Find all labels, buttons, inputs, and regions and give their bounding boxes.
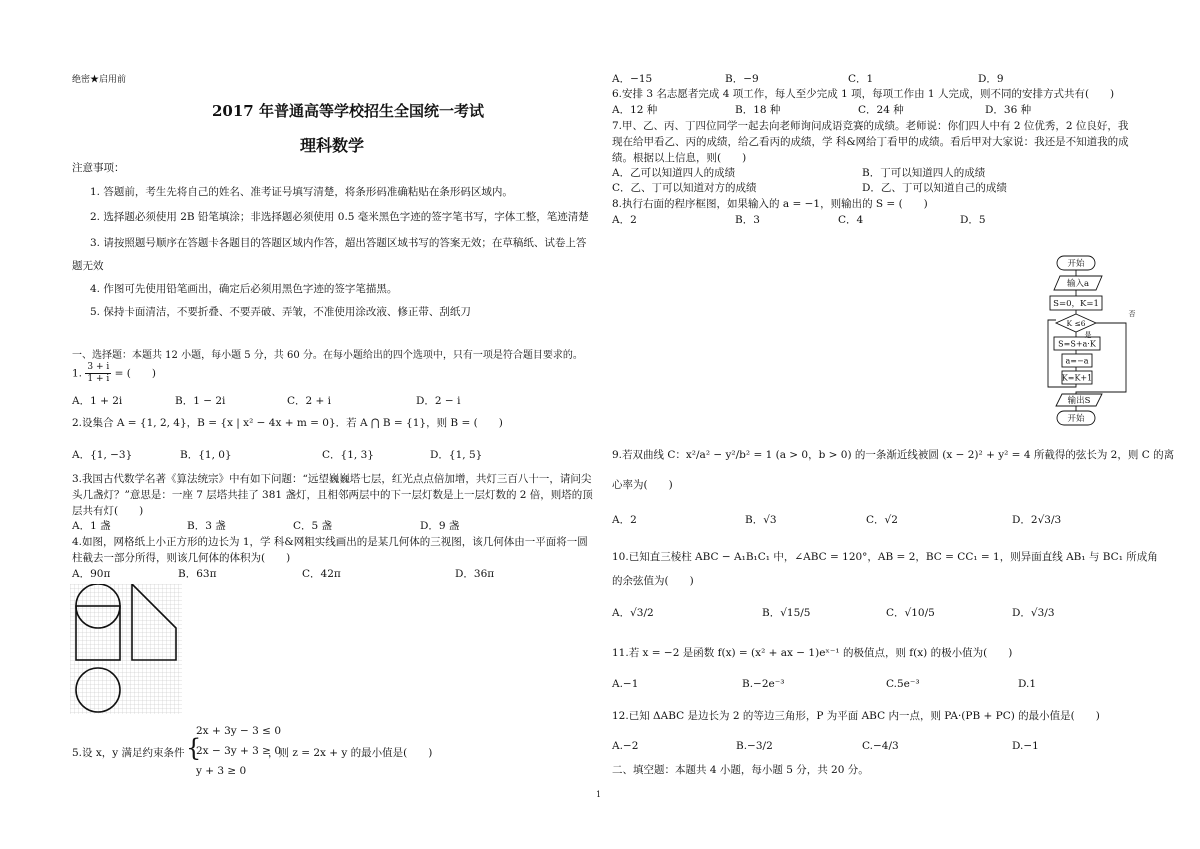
question-3-line-3: 层共有灯( ): [72, 505, 144, 517]
q4-option-b: B．63π: [178, 568, 217, 580]
note-5: 5. 保持卡面清洁，不要折叠、不要弄破、弄皱，不准使用涂改液、修正带、刮纸刀: [90, 306, 471, 318]
q3-option-c: C．5 盏: [293, 520, 333, 532]
question-6: 6.安排 3 名志愿者完成 4 项工作，每人至少完成 1 项，每项工作由 1 人完成，则不同的安排方式共有( ): [612, 88, 1115, 100]
q12-option-d: D.−1: [1012, 740, 1039, 752]
q3-option-a: A．1 盏: [72, 520, 111, 532]
svg-text:K ≤6: K ≤6: [1066, 319, 1086, 328]
q12-option-c: C.−4/3: [862, 740, 899, 752]
question-7-line-3: 绩。根据以上信息，则( ): [612, 152, 747, 164]
question-2: 2.设集合 A = {1, 2, 4}，B = {x | x² − 4x + m = 0}．若 A ⋂ B = {1}，则 B = ( ): [72, 417, 503, 429]
notes-heading: 注意事项：: [72, 162, 125, 174]
section-fill-heading: 二、填空题：本题共 4 小题，每小题 5 分，共 20 分。: [612, 764, 869, 776]
question-1: [72, 362, 156, 385]
q9-option-c: C．√2: [866, 514, 898, 526]
question-10: 10.已知直三棱柱 ABC − A₁B₁C₁ 中，∠ABC = 120°，AB = 2，BC = CC₁ = 1，则异面直线 AB₁ 与 BC₁ 所成角: [612, 551, 1158, 563]
question-10-line-2: 的余弦值为( ): [612, 575, 694, 587]
page-number: 1: [596, 790, 602, 799]
q5-option-b: B．−9: [725, 73, 759, 85]
q5-option-c: C．1: [848, 73, 874, 85]
q1-number: 1.: [72, 367, 83, 380]
q6-option-d: D．36 种: [985, 104, 1032, 116]
q9-option-d: D．2√3/3: [1012, 514, 1062, 526]
q6-option-a: A．12 种: [612, 104, 658, 116]
q1-option-b: B．1 − 2i: [175, 395, 226, 407]
note-2: 2. 选择题必须使用 2B 铅笔填涂；非选择题必须使用 0.5 毫米黑色字迹的签字笔书写，字体工整，笔迹清楚: [90, 211, 589, 223]
svg-text:S=S+a·K: S=S+a·K: [1058, 339, 1096, 349]
svg-text:开始: 开始: [1067, 259, 1085, 269]
question-5-suffix: ，则 z = 2x + y 的最小值是( ): [268, 747, 433, 759]
q8-option-d: D．5: [960, 214, 986, 226]
question-12: 12.已知 ΔABC 是边长为 2 的等边三角形，P 为平面 ABC 内一点，则 PA·(PB + PC) 的最小值是( ): [612, 710, 1100, 722]
q5-option-a: A．−15: [612, 73, 653, 85]
q5-condition-1: 2x + 3y − 3 ≤ 0: [196, 725, 281, 737]
q9-option-b: B．√3: [745, 514, 777, 526]
q1-fraction: $\frac{3 + i}{1 + i}$: [87, 362, 110, 384]
q11-option-c: C.5e⁻³: [886, 678, 920, 690]
note-1: 1. 答题前，考生先将自己的姓名、准考证号填写清楚，将条形码准确粘贴在条形码区域内。: [90, 186, 513, 198]
flowchart: [1040, 254, 1140, 426]
q3-option-d: D．9 盏: [420, 520, 460, 532]
q1-option-d: D．2 − i: [416, 395, 461, 407]
svg-text:是: 是: [1084, 331, 1092, 339]
q12-option-a: A.−2: [612, 740, 639, 752]
q11-option-a: A.−1: [612, 678, 639, 690]
q7-option-d: D．乙、丁可以知道自己的成绩: [862, 182, 1007, 194]
q11-option-d: D.1: [1018, 678, 1037, 690]
brace-icon: {: [186, 734, 202, 762]
q10-option-d: D．√3/3: [1012, 607, 1055, 619]
q8-option-c: C．4: [838, 214, 864, 226]
q10-option-c: C．√10/5: [886, 607, 935, 619]
note-4: 4. 作图可先使用铅笔画出，确定后必须用黑色字迹的签字笔描黑。: [90, 283, 398, 295]
question-3-line-1: 3.我国古代数学名著《算法统宗》中有如下问题：“远望巍巍塔七层，红光点点倍加增，共灯三百八十一，请问尖: [72, 473, 592, 485]
q3-option-b: B．3 盏: [187, 520, 226, 532]
q1-suffix: = ( ): [114, 367, 156, 380]
q2-option-b: B．{1, 0}: [180, 449, 232, 461]
q5-option-d: D．9: [978, 73, 1004, 85]
q7-option-b: B．丁可以知道四人的成绩: [862, 167, 986, 179]
svg-text:输入a: 输入a: [1066, 279, 1090, 289]
q10-option-b: B．√15/5: [762, 607, 811, 619]
exam-subtitle: 理科数学: [300, 136, 365, 155]
svg-text:开始: 开始: [1067, 414, 1085, 424]
q6-option-c: C．24 种: [858, 104, 904, 116]
q9-option-a: A．2: [612, 514, 637, 526]
question-5-prefix: 5.设 x，y 满足约束条件: [72, 747, 185, 759]
note-3-cont: 题无效: [72, 260, 104, 272]
question-11: 11.若 x = −2 是函数 f(x) = (x² + ax − 1)eˣ⁻¹ 的极值点，则 f(x) 的极小值为( ): [612, 647, 1013, 659]
q11-option-b: B.−2e⁻³: [742, 678, 785, 690]
q2-option-d: D．{1, 5}: [430, 449, 483, 461]
secret-label: 绝密★启用前: [72, 75, 127, 85]
q2-option-c: C．{1, 3}: [322, 449, 374, 461]
q4-option-a: A．90π: [72, 568, 111, 580]
q5-condition-2: 2x − 3y + 3 ≥ 0: [196, 745, 281, 757]
note-3: 3. 请按照题号顺序在答题卡各题目的答题区域内作答，超出答题区域书写的答案无效；在草稿纸、试卷上答: [90, 237, 587, 249]
svg-text:a=−a: a=−a: [1065, 356, 1089, 366]
exam-title: 2017 年普通高等学校招生全国统一考试: [212, 102, 484, 120]
question-4-line-2: 柱截去一部分所得，则该几何体的体积为( ): [72, 552, 291, 564]
q12-option-b: B.−3/2: [736, 740, 773, 752]
question-7-line-2: 现在给甲看乙、丙的成绩，给乙看丙的成绩，学 科&网给丁看甲的成绩。看后甲对大家说：我还是不知道我的成: [612, 136, 1129, 148]
question-9-line-2: 心率为( ): [612, 479, 673, 491]
q10-option-a: A．√3/2: [612, 607, 654, 619]
q4-option-d: D．36π: [455, 568, 495, 580]
question-4-line-1: 4.如图，网格纸上小正方形的边长为 1，学 科&网粗实线画出的是某几何体的三视图，该几何体由一平面将一圆: [72, 536, 588, 548]
q8-option-a: A．2: [612, 214, 637, 226]
question-7-line-1: 7.甲、乙、丙、丁四位同学一起去向老师询问成语竞赛的成绩。老师说：你们四人中有 2 位优秀，2 位良好，我: [612, 120, 1129, 132]
question-3-line-2: 头几盏灯？”意思是：一座 7 层塔共挂了 381 盏灯，且相邻两层中的下一层灯数是上一层灯数的 2 倍，则塔的顶: [72, 489, 593, 501]
q2-option-a: A．{1, −3}: [72, 449, 133, 461]
svg-text:输出S: 输出S: [1067, 396, 1091, 406]
question-9: 9.若双曲线 C：x²/a² − y²/b² = 1 (a > 0，b > 0) 的一条渐近线被圆 (x − 2)² + y² = 4 所截得的弦长为 2，则 C 的离: [612, 449, 1175, 461]
q5-condition-3: y + 3 ≥ 0: [196, 765, 247, 777]
q7-option-a: A．乙可以知道四人的成绩: [612, 167, 736, 179]
svg-text:否: 否: [1128, 310, 1136, 318]
q8-option-b: B．3: [735, 214, 760, 226]
question-8: 8.执行右面的程序框图，如果输入的 a = −1，则输出的 S = ( ): [612, 198, 928, 210]
q6-option-b: B．18 种: [735, 104, 781, 116]
svg-text:S=0，K=1: S=0，K=1: [1053, 299, 1099, 309]
q4-option-c: C．42π: [302, 568, 341, 580]
section-choice-heading: 一、选择题：本题共 12 小题，每小题 5 分，共 60 分。在每小题给出的四个选项中，只有一项是符合题目要求的。: [72, 350, 583, 361]
three-view-figure: [70, 584, 182, 714]
q1-option-a: A．1 + 2i: [72, 395, 123, 407]
q7-option-c: C．乙、丁可以知道对方的成绩: [612, 182, 757, 194]
q1-option-c: C．2 + i: [287, 395, 332, 407]
svg-text:K=K+1: K=K+1: [1061, 373, 1093, 383]
